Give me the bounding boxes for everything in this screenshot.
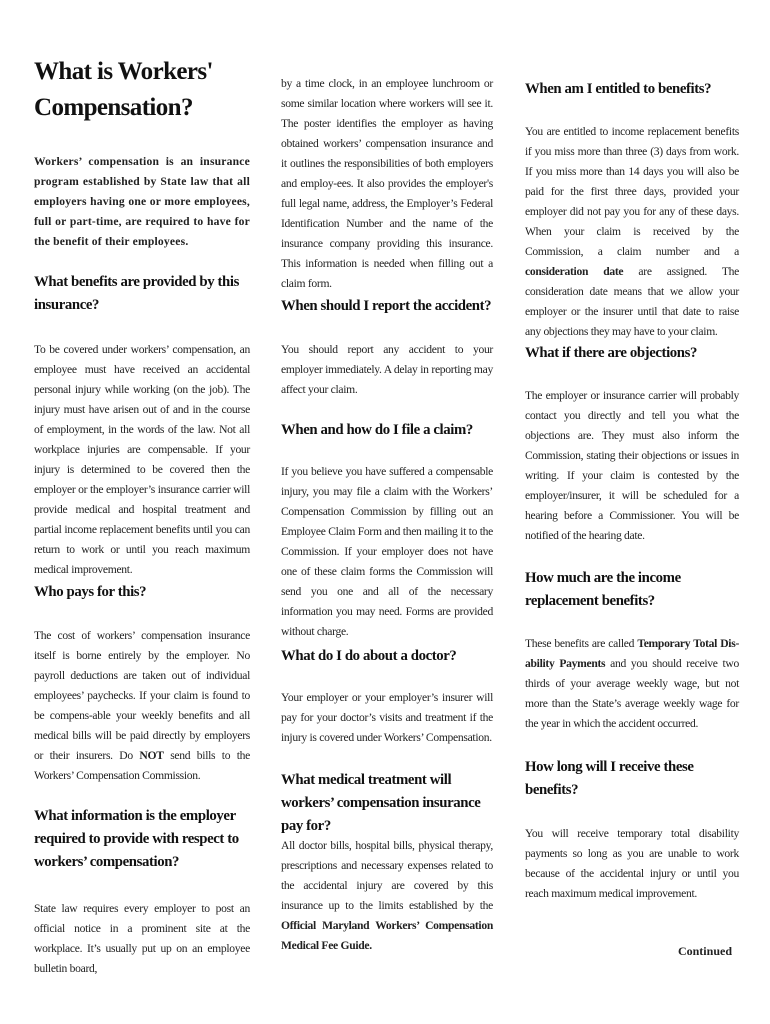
income-text-b: and you should receive two thirds of your average weekly wage, but not more than the State’s average weekly wage for the year in which the accident occurred. [525, 657, 740, 730]
file-heading: When and how do I file a claim? [281, 422, 473, 438]
medical-heading: What medical treatment will workers’ compensation insurance pay for? [281, 772, 481, 834]
income-heading: How much are the income replacement benefits? [525, 570, 681, 609]
entitled-text-a: You are entitled to income replacement benefits if you miss more than three (3) days from work. If you miss more than 14 days you will also be paid for the first three days, provided your employer did not pay you for any of these days. When your claim is received by the Commission, a claim number and a [525, 125, 739, 258]
medical-text [281, 836, 493, 956]
doctor-text: Your employer or your employer’s insurer will pay for your doctor’s visits and treatment if the injury is covered under Workers’ Compensation. [281, 691, 493, 744]
page-title-line2: Compensation? [34, 94, 193, 121]
pays-text-a: The cost of workers’ compensation insurance itself is borne entirely by the employer. No payroll deductions are taken out of individual employees’ paychecks. If your claim is found to be compens-able your weekly benefits and all medical bills will be paid directly by employers or their insurers. Do [34, 629, 250, 762]
page-title-line1: What is Workers' [34, 58, 213, 85]
benefits-text: To be covered under workers’ compensation, an employee must have received an accidental personal injury while working (on the job). The injury must have arisen out of and in the course of employment, in the words of the law. Not all workplace injuries are compensable. If your injury is determined to be covered then the employer or the employer’s insurance carrier will provide medical and hospital treatment and partial income replacement benefits until you can return to work or until you reach maximum medical improvement. [34, 343, 250, 576]
income-text-bold: Temporary Total Dis-ability Payments [525, 637, 740, 670]
medical-text-a: All doctor bills, hospital bills, physical therapy, prescriptions and necessary expenses related to the accidental injury are covered by this insurance up to the limits established by the [281, 839, 493, 912]
entitled-text-b: are assigned. The consideration date means that we allow your employer or the insurer until that date to raise any objections they may have to your claim. [525, 265, 739, 338]
pays-text [34, 626, 250, 786]
report-text: You should report any accident to your employer immediately. A delay in reporting may affect your claim. [281, 343, 493, 396]
duration-text: You will receive temporary total disability payments so long as you are unable to work because of the accidental injury or until you reach maximum medical improvement. [525, 827, 739, 900]
duration-heading: How long will I receive these benefits? [525, 759, 694, 798]
report-heading: When should I report the accident? [281, 298, 492, 314]
intro-paragraph: Workers’ compensation is an insurance program established by State law that all employers having one or more employees, full or part-time, are required to have for the benefit of their employees. [34, 155, 250, 248]
info-text: State law requires every employer to post an official notice in a prominent site at the workplace. It’s usually put up on an employee bulletin board, [34, 902, 250, 975]
pays-text-b: send bills to the Workers’ Compensation Commission. [34, 749, 250, 782]
file-text: If you believe you have suffered a compensable injury, you may file a claim with the Workers’ Compensation Commission by filling out an Employee Claim Form and then mailing it to the Commission. If your employer does not have one of these claim forms the Commission will send you one and all of the necessary information you may need. Forms are provided without charge. [281, 465, 493, 638]
pays-text-bold: NOT [139, 749, 164, 762]
entitled-text [525, 122, 739, 342]
medical-text-bold: Official Maryland Workers’ Compensation Medical Fee Guide. [281, 919, 493, 952]
continued-label: Continued [677, 944, 732, 958]
doctor-heading: What do I do about a doctor? [281, 648, 457, 664]
objections-text: The employer or insurance carrier will probably contact you directly and tell you what the objections are. They must also inform the Commission, stating their objections or issues in writing. If your claim is contested by the employer/insurer, it will be scheduled for a hearing before a Commissioner. You will be notified of the hearing date. [525, 389, 739, 542]
benefits-heading: What benefits are provided by this insurance? [34, 274, 239, 313]
info-heading: What information is the employer required to provide with respect to workers’ compensation? [34, 808, 239, 870]
objections-heading: What if there are objections? [525, 345, 697, 361]
income-text-a: These benefits are called [525, 637, 638, 650]
entitled-heading: When am I entitled to benefits? [525, 81, 712, 97]
entitled-text-bold: consideration date [525, 265, 624, 278]
income-text [525, 634, 739, 734]
info-continued-text: by a time clock, in an employee lunchroom or some similar location where workers will see it. The poster identifies the employer as having obtained workers’ compensation insurance and it outlines the responsibilities of both employers and employ-ees. It also provides the employer's full legal name, address, the Employer’s Federal Identification Number and the name of the insurance company providing this insurance. This information is needed when filling out a claim form. [281, 77, 493, 290]
pays-heading: Who pays for this? [34, 584, 147, 600]
page-title [34, 54, 250, 126]
